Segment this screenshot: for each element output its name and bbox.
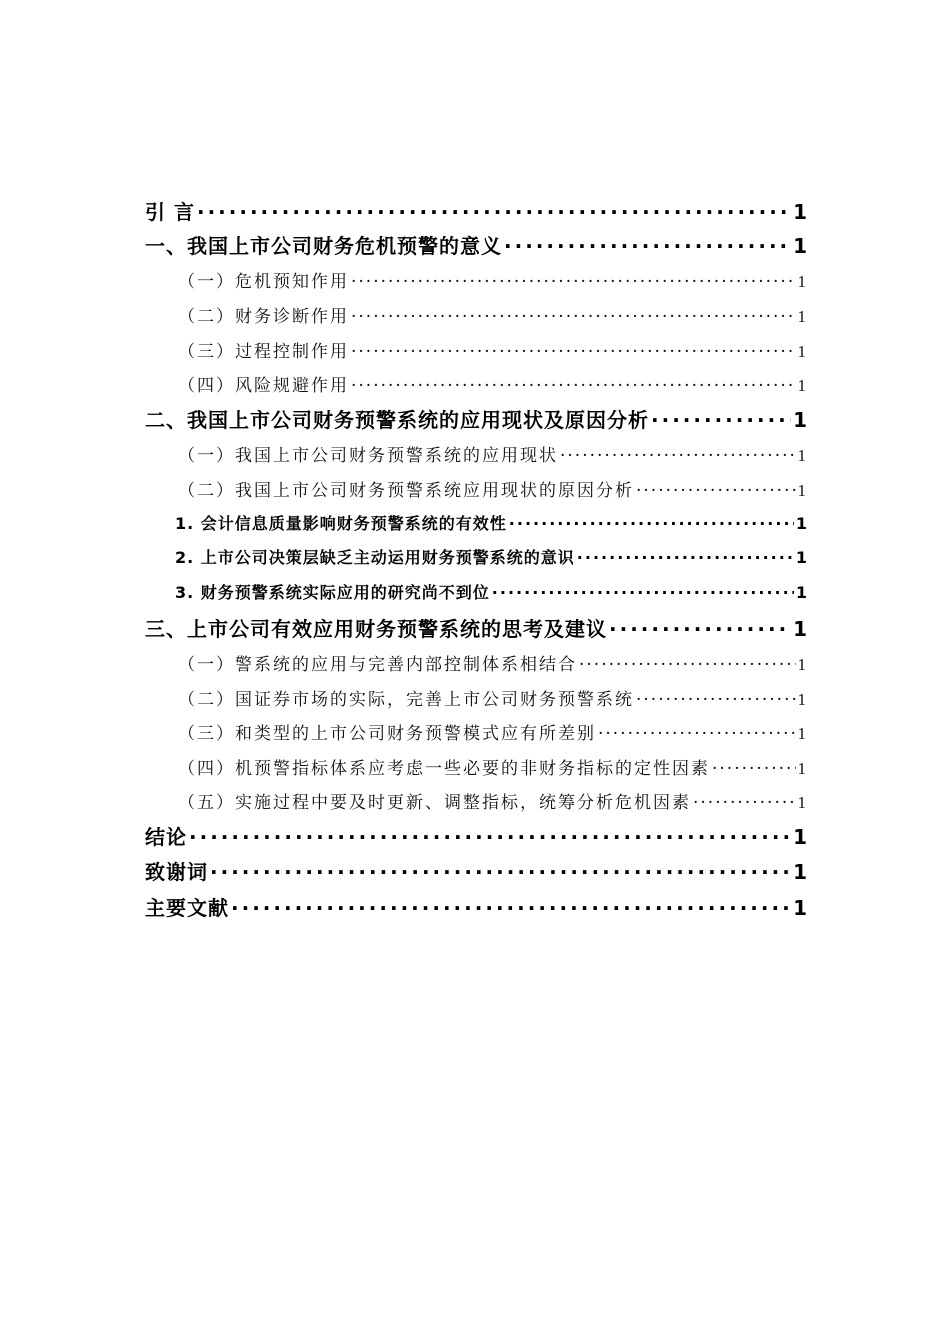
toc-entry-page: 1 bbox=[795, 514, 808, 533]
dot-leader bbox=[189, 825, 791, 849]
toc-entry-page: 1 bbox=[797, 724, 808, 743]
dot-leader bbox=[509, 514, 794, 533]
toc-entry-section-2-2-1[interactable] bbox=[175, 511, 808, 545]
toc-entry-section-1-2[interactable] bbox=[178, 302, 808, 336]
dot-leader bbox=[693, 793, 796, 813]
toc-entry-section-3[interactable] bbox=[145, 613, 808, 647]
toc-entry-section-3-3[interactable] bbox=[178, 719, 808, 753]
toc-entry-section-3-4[interactable] bbox=[178, 754, 808, 788]
toc-entry-page: 1 bbox=[793, 860, 808, 884]
toc-entry-page: 1 bbox=[793, 408, 808, 432]
dot-leader bbox=[636, 690, 796, 710]
toc-entry-title: 引 言 bbox=[145, 200, 195, 224]
toc-entry-section-1-1[interactable] bbox=[178, 267, 808, 301]
toc-entry-section-2-2-3[interactable] bbox=[175, 580, 808, 614]
toc-entry-section-3-5[interactable] bbox=[178, 788, 808, 822]
dot-leader bbox=[351, 376, 796, 396]
toc-entry-page: 1 bbox=[797, 759, 808, 778]
dot-leader bbox=[651, 408, 791, 432]
dot-leader bbox=[609, 617, 791, 641]
toc-entry-page: 1 bbox=[797, 272, 808, 291]
dot-leader bbox=[231, 896, 791, 920]
dot-leader bbox=[504, 234, 791, 258]
toc-entry-title: （三）过程控制作用 bbox=[178, 342, 349, 362]
toc-entry-page: 1 bbox=[793, 234, 808, 258]
toc-entry-title: 1. 会计信息质量影响财务预警系统的有效性 bbox=[175, 514, 507, 533]
toc-entry-section-2-2[interactable] bbox=[178, 476, 808, 510]
toc-entry-page: 1 bbox=[793, 200, 808, 224]
dot-leader bbox=[492, 583, 794, 602]
toc-entry-title: （二）财务诊断作用 bbox=[178, 307, 349, 327]
dot-leader bbox=[351, 307, 796, 327]
toc-entry-page: 1 bbox=[797, 793, 808, 812]
toc-entry-title: （五）实施过程中要及时更新、调整指标，统筹分析危机因素 bbox=[178, 793, 691, 813]
toc-entry-title: （三）和类型的上市公司财务预警模式应有所差别 bbox=[178, 724, 596, 744]
toc-entry-title: （一）警系统的应用与完善内部控制体系相结合 bbox=[178, 655, 577, 675]
toc-entry-title: （二）国证券市场的实际，完善上市公司财务预警系统 bbox=[178, 690, 634, 710]
dot-leader bbox=[351, 342, 796, 362]
toc-entry-section-2-2-2[interactable] bbox=[175, 545, 808, 579]
toc-entry-section-1-3[interactable] bbox=[178, 337, 808, 371]
toc-entry-page: 1 bbox=[797, 446, 808, 465]
toc-entry-acknowledgements[interactable] bbox=[145, 856, 808, 890]
toc-entry-page: 1 bbox=[795, 548, 808, 567]
toc-entry-section-2-1[interactable] bbox=[178, 441, 808, 475]
dot-leader bbox=[560, 446, 796, 466]
dot-leader bbox=[579, 655, 796, 675]
toc-entry-page: 1 bbox=[793, 825, 808, 849]
toc-entry-page: 1 bbox=[797, 342, 808, 361]
toc-entry-title: 2. 上市公司决策层缺乏主动运用财务预警系统的意识 bbox=[175, 548, 575, 567]
toc-entry-introduction[interactable] bbox=[145, 196, 808, 230]
dot-leader bbox=[636, 481, 796, 501]
toc-entry-page: 1 bbox=[797, 655, 808, 674]
toc-entry-page: 1 bbox=[797, 481, 808, 500]
dot-leader bbox=[197, 200, 791, 224]
toc-entry-section-2[interactable] bbox=[145, 404, 808, 438]
toc-entry-section-1-4[interactable] bbox=[178, 371, 808, 405]
dot-leader bbox=[598, 724, 796, 744]
toc-entry-page: 1 bbox=[793, 896, 808, 920]
toc-entry-page: 1 bbox=[797, 690, 808, 709]
toc-entry-section-3-2[interactable] bbox=[178, 685, 808, 719]
toc-entry-page: 1 bbox=[795, 583, 808, 602]
toc-entry-title: 致谢词 bbox=[145, 860, 208, 884]
toc-entry-title: 一、我国上市公司财务危机预警的意义 bbox=[145, 234, 502, 258]
toc-entry-title: 结论 bbox=[145, 825, 187, 849]
toc-entry-title: （四）机预警指标体系应考虑一些必要的非财务指标的定性因素 bbox=[178, 759, 710, 779]
toc-entry-title: （二）我国上市公司财务预警系统应用现状的原因分析 bbox=[178, 481, 634, 501]
toc-entry-page: 1 bbox=[793, 617, 808, 641]
dot-leader bbox=[351, 272, 796, 292]
dot-leader bbox=[577, 548, 794, 567]
dot-leader bbox=[712, 759, 796, 779]
toc-entry-title: 三、上市公司有效应用财务预警系统的思考及建议 bbox=[145, 617, 607, 641]
dot-leader bbox=[210, 860, 791, 884]
toc-entry-references[interactable] bbox=[145, 892, 808, 926]
toc-entry-conclusion[interactable] bbox=[145, 821, 808, 855]
toc-entry-section-3-1[interactable] bbox=[178, 650, 808, 684]
toc-entry-section-1[interactable] bbox=[145, 230, 808, 264]
toc-entry-title: 3. 财务预警系统实际应用的研究尚不到位 bbox=[175, 583, 490, 602]
toc-entry-title: （四）风险规避作用 bbox=[178, 376, 349, 396]
toc-entry-page: 1 bbox=[797, 376, 808, 395]
toc-entry-title: 二、我国上市公司财务预警系统的应用现状及原因分析 bbox=[145, 408, 649, 432]
toc-entry-title: 主要文献 bbox=[145, 896, 229, 920]
toc-entry-title: （一）危机预知作用 bbox=[178, 272, 349, 292]
toc-entry-title: （一）我国上市公司财务预警系统的应用现状 bbox=[178, 446, 558, 466]
toc-entry-page: 1 bbox=[797, 307, 808, 326]
